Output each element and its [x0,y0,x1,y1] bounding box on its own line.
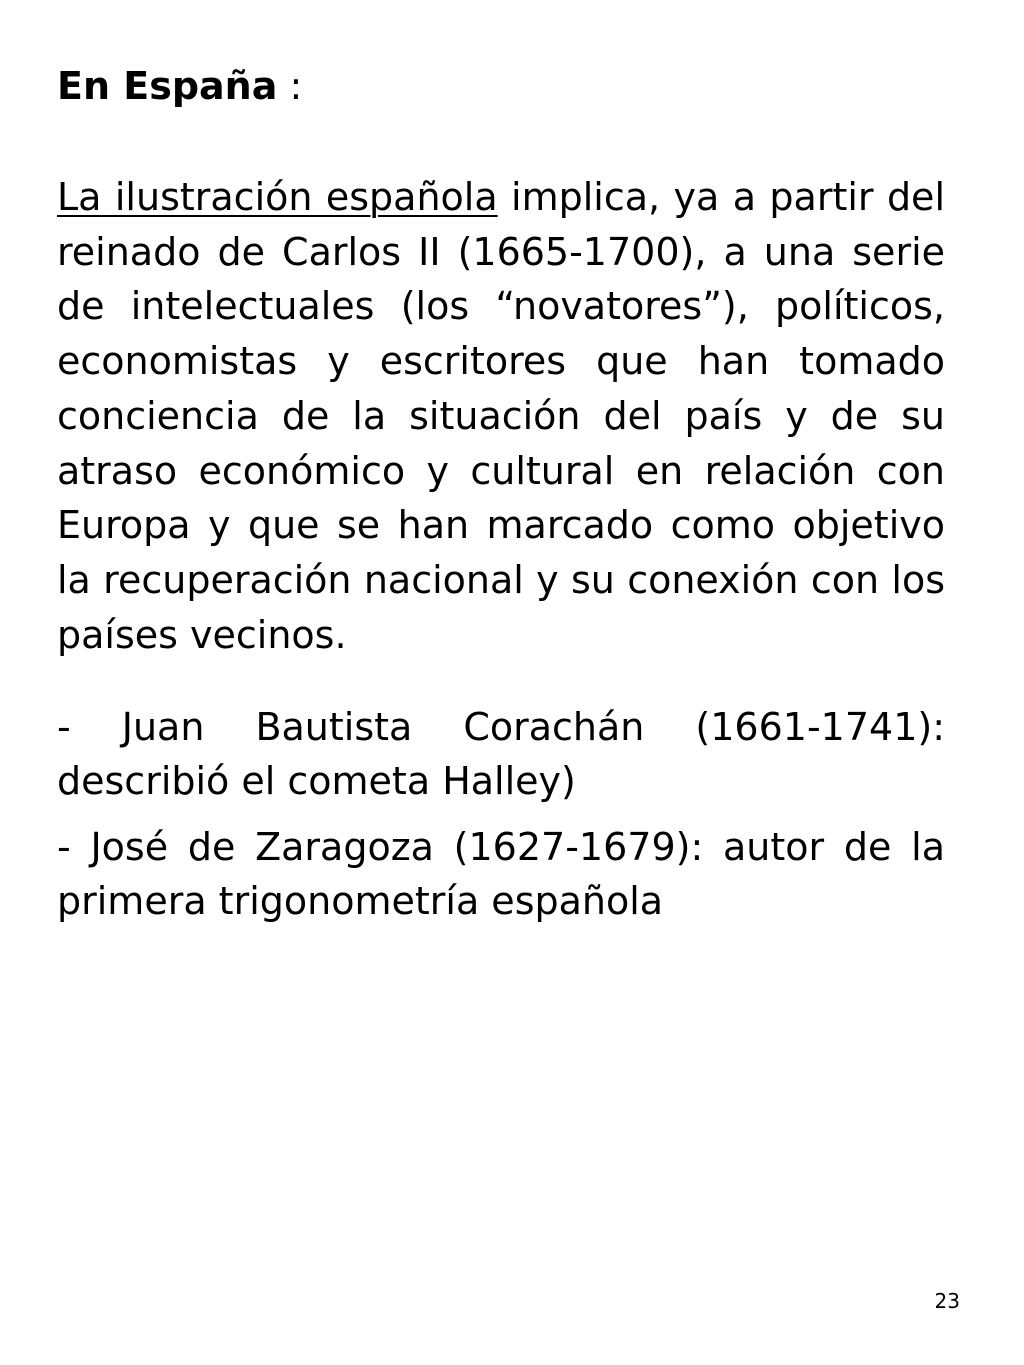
heading-text: En España [57,64,278,108]
list-item-corachan: - Juan Bautista Corachán (1661-1741): describió el cometa Halley) [57,705,945,804]
paragraph-body: implica, ya a partir del reinado de Carlos II (1665-1700), a una serie de intelectuales (los “novatores”), políticos, economistas y escritores que han tomado conciencia de la situación del país y de su atraso económico y cultural en relación con Europa y que se han marcado como objetivo la recuperación nacional y su conexión con los países vecinos. [57,175,945,657]
intro-paragraph [57,170,945,662]
heading-colon: : [277,64,303,108]
list-item-zaragoza: - José de Zaragoza (1627-1679): autor de la primera trigonometría española [57,825,945,924]
heading [57,58,945,114]
page-number: 23 [934,1289,960,1313]
slide-content [57,58,945,928]
paragraph-underlined-term: La ilustración española [57,175,498,219]
